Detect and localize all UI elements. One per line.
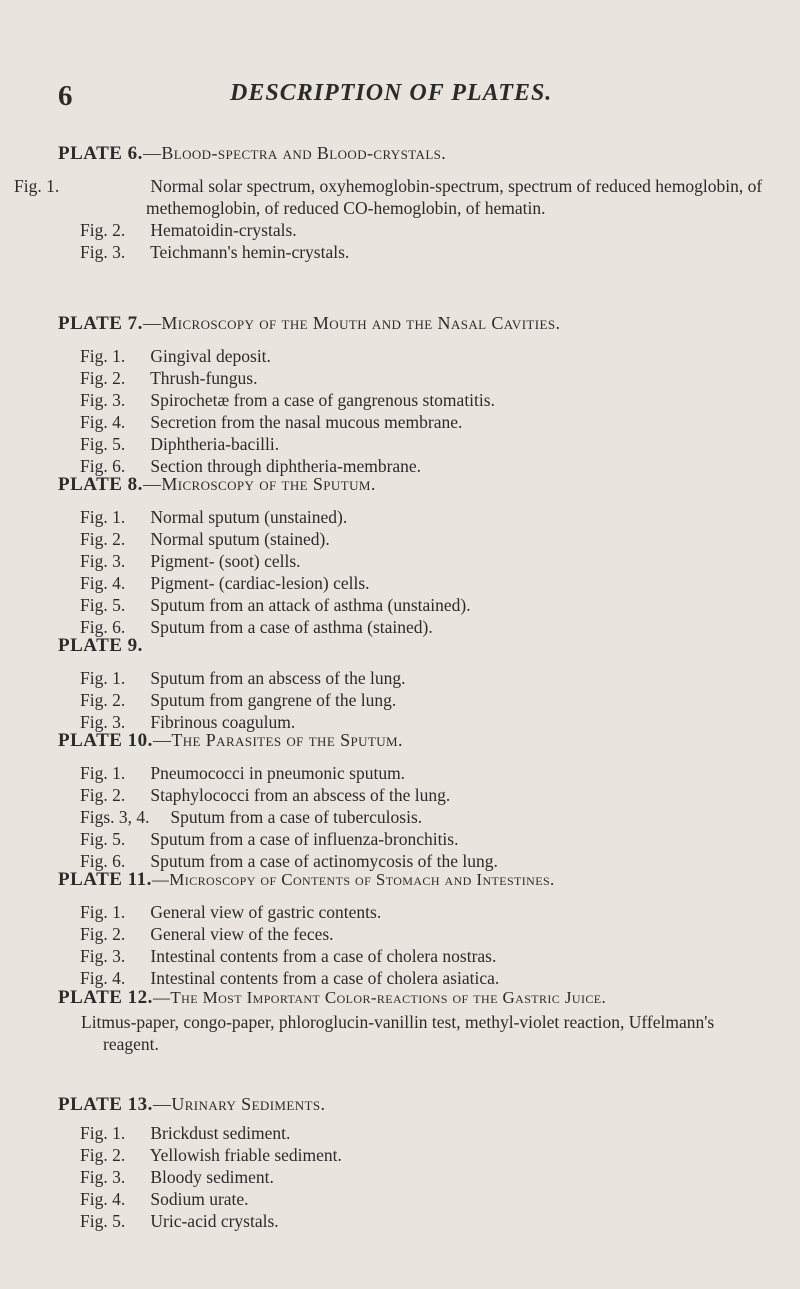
figure-description: Sputum from a case of tuberculosis.: [170, 807, 423, 827]
page-header: [58, 80, 758, 114]
figure-label: Fig. 2.: [80, 690, 126, 710]
figure-entry: [58, 572, 763, 594]
figure-entry: [58, 219, 763, 241]
figure-entry: [58, 389, 763, 411]
figure-entry: [58, 506, 763, 528]
plate-title: —The Parasites of the Sputum.: [152, 730, 403, 750]
plate-label: PLATE 10.: [58, 730, 153, 751]
figure-label: Fig. 6.: [80, 617, 126, 637]
figure-description: Gingival deposit.: [150, 346, 271, 366]
figure-entry: [58, 1122, 763, 1144]
figure-label: Fig. 1.: [80, 902, 126, 922]
plate-heading: [58, 729, 763, 752]
figure-description: Sodium urate.: [150, 1189, 249, 1209]
plate-heading: [58, 986, 763, 1009]
figure-label: Fig. 1.: [80, 507, 126, 527]
figure-label: Fig. 3.: [80, 946, 126, 966]
plate-title: —Urinary Sediments.: [152, 1094, 326, 1114]
plate-title: —The Most Important Color-reactions of the Gastric Juice.: [152, 988, 607, 1007]
figure-label: Fig. 2.: [80, 529, 126, 549]
figure-list: [58, 1122, 763, 1232]
figure-label: Fig. 1.: [80, 668, 126, 688]
plate-label: PLATE 8.: [58, 474, 143, 495]
figure-label: Fig. 4.: [80, 412, 126, 432]
figure-label: Fig. 6.: [80, 456, 126, 476]
figure-label: Fig. 3.: [80, 1167, 126, 1187]
figure-description: Secretion from the nasal mucous membrane.: [150, 412, 463, 432]
figure-description: General view of gastric contents.: [150, 902, 382, 922]
figure-description: Sputum from an abscess of the lung.: [150, 668, 406, 688]
figure-list: [58, 762, 763, 872]
figure-description: Intestinal contents from a case of cholera asiatica.: [150, 968, 500, 988]
figure-list: [58, 667, 763, 733]
figure-label: Fig. 5.: [80, 595, 126, 615]
plate-label: PLATE 6.: [58, 143, 143, 164]
figure-description: Sputum from a case of influenza-bronchitis.: [150, 829, 459, 849]
figure-description: Pigment- (cardiac-lesion) cells.: [150, 573, 370, 593]
figure-description: Bloody sediment.: [150, 1167, 274, 1187]
figure-label: Fig. 3.: [80, 390, 126, 410]
figure-label: Fig. 4.: [80, 968, 126, 988]
plate-8-section: [58, 473, 763, 638]
page-number: 6: [58, 80, 73, 112]
running-title: DESCRIPTION OF PLATES.: [230, 80, 553, 106]
figure-entry: [58, 528, 763, 550]
figure-entry: [58, 784, 763, 806]
figure-entry: [58, 667, 763, 689]
figure-description: Section through diphtheria-membrane.: [150, 456, 422, 476]
figure-description: General view of the feces.: [150, 924, 334, 944]
figure-description: Normal solar spectrum, oxyhemoglobin-spectrum, spectrum of reduced hemoglobin, of methemoglobin, of reduced CO-hemoglobin, of hematin.: [146, 176, 763, 218]
plate-label: PLATE 11.: [58, 869, 152, 890]
figure-description: Yellowish friable sediment.: [149, 1145, 342, 1165]
figure-entry: [58, 367, 763, 389]
plate-heading: [58, 1093, 763, 1116]
plate-11-section: [58, 868, 763, 989]
figure-label: Fig. 5.: [80, 1211, 126, 1231]
plate-heading: [58, 473, 763, 496]
figure-entry: [58, 945, 763, 967]
figure-entry: [58, 1210, 763, 1232]
figure-entry: [58, 689, 763, 711]
figure-description: Hematoidin-crystals.: [150, 220, 297, 240]
figure-label: Figs. 3, 4.: [80, 807, 150, 827]
figure-entry: [58, 594, 763, 616]
figure-entry: [58, 1188, 763, 1210]
figure-label: Fig. 1.: [80, 346, 126, 366]
plate-title: —Blood-spectra and Blood-crystals.: [142, 143, 447, 163]
figure-description: Spirochetæ from a case of gangrenous stomatitis.: [150, 390, 495, 410]
plate-title: —Microscopy of the Sputum.: [142, 474, 376, 494]
figure-label: Fig. 3.: [80, 712, 126, 732]
figure-label: Fig. 3.: [80, 551, 126, 571]
plate-label: PLATE 13.: [58, 1094, 153, 1115]
figure-description: Diphtheria-bacilli.: [150, 434, 280, 454]
figure-label: Fig. 4.: [80, 1189, 126, 1209]
figure-list: [14, 175, 763, 263]
figure-label: Fig. 2.: [80, 368, 126, 388]
figure-description: Sputum from a case of actinomycosis of the lung.: [150, 851, 498, 871]
figure-description: Normal sputum (stained).: [150, 529, 330, 549]
figure-entry: [58, 1144, 763, 1166]
plate-label: PLATE 12.: [58, 987, 153, 1008]
figure-entry: [58, 345, 763, 367]
figure-list: [58, 506, 763, 638]
figure-label: Fig. 3.: [80, 242, 126, 262]
figure-description: Teichmann's hemin-crystals.: [150, 242, 350, 262]
figure-description: Fibrinous coagulum.: [150, 712, 296, 732]
figure-label: Fig. 2.: [80, 1145, 126, 1165]
figure-description: Pigment- (soot) cells.: [150, 551, 301, 571]
figure-description: Normal sputum (unstained).: [150, 507, 348, 527]
figure-label: Fig. 2.: [80, 924, 126, 944]
figure-entry: [58, 241, 763, 263]
plate-heading: [58, 634, 763, 657]
figure-entry: [58, 806, 763, 828]
figure-list: [58, 901, 763, 989]
figure-description: Sputum from an attack of asthma (unstained).: [150, 595, 471, 615]
figure-entry: [58, 923, 763, 945]
plate-12-section: [58, 986, 763, 1055]
figure-label: Fig. 1.: [14, 176, 60, 196]
figure-entry: [58, 828, 763, 850]
figure-description: Brickdust sediment.: [150, 1123, 291, 1143]
figure-entry: [58, 433, 763, 455]
figure-label: Fig. 4.: [80, 573, 126, 593]
plate-10-section: [58, 729, 763, 872]
figure-entry: [58, 762, 763, 784]
figure-description: Intestinal contents from a case of cholera nostras.: [150, 946, 497, 966]
plate-title: —Microscopy of Contents of Stomach and Intestines.: [151, 870, 555, 889]
figure-label: Fig. 1.: [80, 1123, 126, 1143]
figure-description: Sputum from a case of asthma (stained).: [150, 617, 433, 637]
plate-label: PLATE 7.: [58, 313, 143, 334]
figure-description: Pneumococci in pneumonic sputum.: [150, 763, 406, 783]
figure-description: Sputum from gangrene of the lung.: [150, 690, 397, 710]
figure-entry: [14, 175, 763, 219]
figure-list: [58, 345, 763, 477]
figure-label: Fig. 2.: [80, 220, 126, 240]
figure-label: Fig. 2.: [80, 785, 126, 805]
figure-label: Fig. 5.: [80, 434, 126, 454]
plate-13-section: [58, 1093, 763, 1232]
figure-label: Fig. 1.: [80, 763, 126, 783]
figure-entry: [58, 1166, 763, 1188]
plate-label: PLATE 9.: [58, 635, 143, 656]
figure-description: Staphylococci from an abscess of the lung.: [150, 785, 451, 805]
figure-description: Uric-acid crystals.: [150, 1211, 279, 1231]
figure-entry: [58, 550, 763, 572]
plate-note: Litmus-paper, congo-paper, phloroglucin-vanillin test, methyl-violet reaction, Uffelmann's reagent.: [81, 1012, 715, 1054]
plate-title: —Microscopy of the Mouth and the Nasal Cavities.: [142, 313, 561, 333]
plate-7-section: [58, 312, 763, 477]
figure-label: Fig. 6.: [80, 851, 126, 871]
plate-heading: [58, 142, 763, 165]
figure-entry: [58, 411, 763, 433]
plate-heading: [58, 312, 763, 335]
plate-9-section: [58, 634, 763, 733]
figure-description: Thrush-fungus.: [150, 368, 258, 388]
plate-6-section: [14, 142, 763, 263]
figure-entry: [58, 901, 763, 923]
figure-label: Fig. 5.: [80, 829, 126, 849]
plate-heading: [58, 868, 763, 891]
